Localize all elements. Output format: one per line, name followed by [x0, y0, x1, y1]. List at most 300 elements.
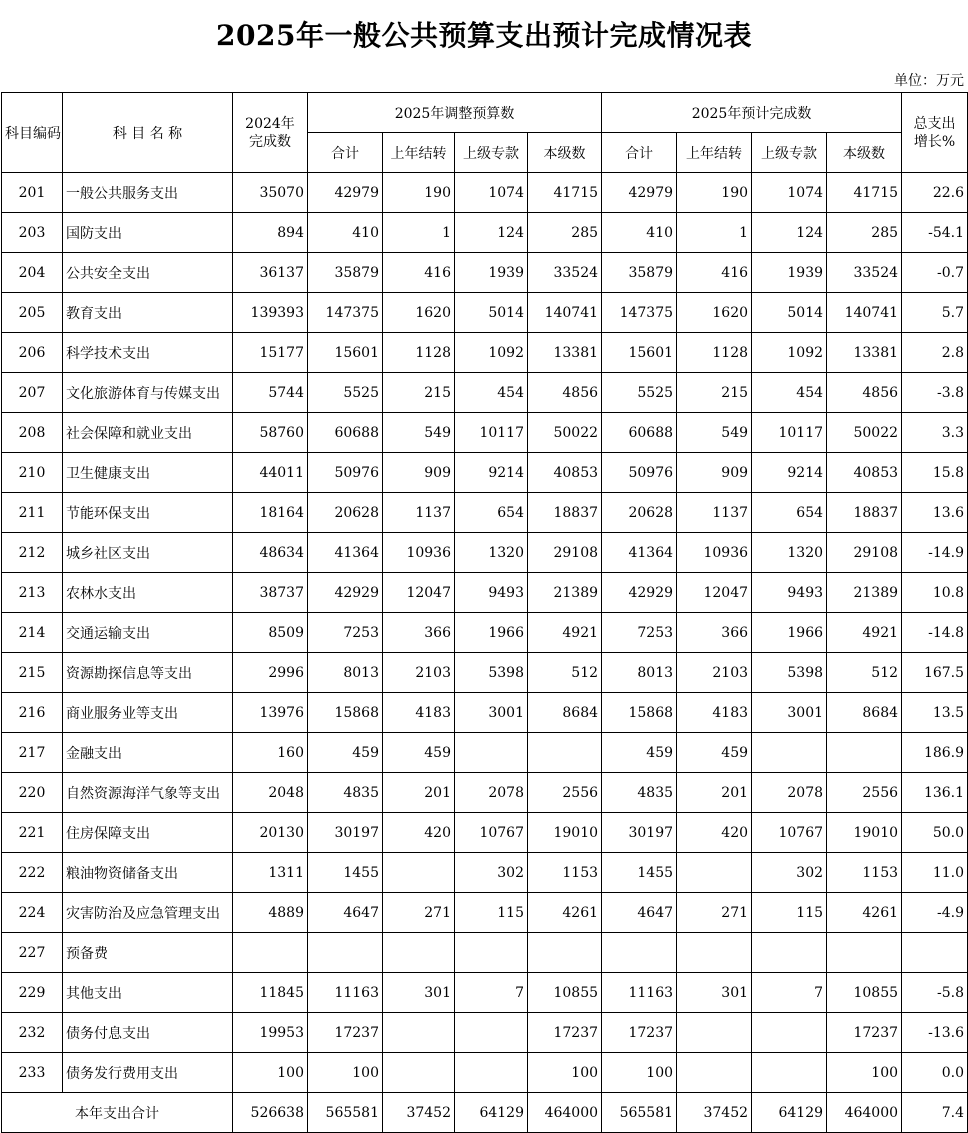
row-code: 220	[2, 773, 63, 813]
row-adjusted-local: 4856	[528, 373, 602, 413]
row-expected-local: 40853	[827, 453, 902, 493]
total-prev-year: 526638	[233, 1093, 308, 1133]
row-expected-carryover: 190	[677, 173, 752, 213]
row-growth: 5.7	[902, 293, 968, 333]
row-adjusted-carryover: 10936	[383, 533, 455, 573]
row-adjusted-transfer: 9214	[455, 453, 528, 493]
row-name: 文化旅游体育与传媒支出	[63, 373, 233, 413]
row-adjusted-local: 19010	[528, 813, 602, 853]
row-adjusted-carryover: 1137	[383, 493, 455, 533]
subheader-adjusted-local: 本级数	[528, 133, 602, 173]
row-growth: -3.8	[902, 373, 968, 413]
row-prev-year: 1311	[233, 853, 308, 893]
row-expected-local: 10855	[827, 973, 902, 1013]
row-adjusted-total	[308, 933, 383, 973]
row-adjusted-total: 15601	[308, 333, 383, 373]
row-adjusted-transfer: 1966	[455, 613, 528, 653]
row-code: 233	[2, 1053, 63, 1093]
row-code: 221	[2, 813, 63, 853]
row-expected-local: 4856	[827, 373, 902, 413]
row-expected-transfer: 454	[752, 373, 827, 413]
subheader-expected-carryover: 上年结转	[677, 133, 752, 173]
table-footer	[2, 1093, 968, 1133]
row-expected-total: 30197	[602, 813, 677, 853]
row-adjusted-carryover: 459	[383, 733, 455, 773]
total-expected-carryover: 37452	[677, 1093, 752, 1133]
row-name: 粮油物资储备支出	[63, 853, 233, 893]
row-adjusted-carryover: 4183	[383, 693, 455, 733]
header-code: 科目编码	[2, 93, 63, 173]
row-adjusted-local: 50022	[528, 413, 602, 453]
row-adjusted-transfer: 5398	[455, 653, 528, 693]
table-row	[2, 733, 968, 773]
subheader-adjusted-transfer: 上级专款	[455, 133, 528, 173]
row-name: 商业服务业等支出	[63, 693, 233, 733]
row-name: 灾害防治及应急管理支出	[63, 893, 233, 933]
row-name: 卫生健康支出	[63, 453, 233, 493]
row-code: 205	[2, 293, 63, 333]
row-expected-carryover: 416	[677, 253, 752, 293]
row-adjusted-transfer	[455, 933, 528, 973]
table-row	[2, 973, 968, 1013]
table-row	[2, 1013, 968, 1053]
row-expected-carryover: 1128	[677, 333, 752, 373]
row-adjusted-carryover: 190	[383, 173, 455, 213]
row-prev-year: 4889	[233, 893, 308, 933]
row-adjusted-total: 7253	[308, 613, 383, 653]
row-prev-year: 100	[233, 1053, 308, 1093]
row-name: 农林水支出	[63, 573, 233, 613]
row-expected-transfer: 5014	[752, 293, 827, 333]
row-expected-transfer: 2078	[752, 773, 827, 813]
subheader-adjusted-carryover: 上年结转	[383, 133, 455, 173]
row-adjusted-local: 41715	[528, 173, 602, 213]
table-row	[2, 613, 968, 653]
row-expected-transfer	[752, 933, 827, 973]
row-adjusted-carryover: 2103	[383, 653, 455, 693]
row-growth: 15.8	[902, 453, 968, 493]
row-adjusted-carryover: 12047	[383, 573, 455, 613]
row-expected-total	[602, 933, 677, 973]
unit-label: 单位：万元	[894, 73, 964, 89]
row-adjusted-total: 35879	[308, 253, 383, 293]
row-growth: -0.7	[902, 253, 968, 293]
row-adjusted-local: 285	[528, 213, 602, 253]
row-adjusted-local: 1153	[528, 853, 602, 893]
row-code: 229	[2, 973, 63, 1013]
row-expected-local: 13381	[827, 333, 902, 373]
header-prev-year-line1: 2024年	[245, 115, 295, 132]
header-growth-line1: 总支出	[913, 115, 956, 132]
row-expected-total: 35879	[602, 253, 677, 293]
row-adjusted-total: 50976	[308, 453, 383, 493]
row-expected-total: 1455	[602, 853, 677, 893]
row-adjusted-total: 42979	[308, 173, 383, 213]
total-growth: 7.4	[902, 1093, 968, 1133]
row-expected-carryover: 420	[677, 813, 752, 853]
row-adjusted-total: 5525	[308, 373, 383, 413]
row-expected-carryover: 12047	[677, 573, 752, 613]
row-expected-total: 20628	[602, 493, 677, 533]
row-adjusted-carryover: 1	[383, 213, 455, 253]
row-adjusted-total: 20628	[308, 493, 383, 533]
row-name: 预备费	[63, 933, 233, 973]
row-adjusted-carryover: 420	[383, 813, 455, 853]
row-prev-year: 2996	[233, 653, 308, 693]
row-prev-year: 139393	[233, 293, 308, 333]
subheader-adjusted-total: 合计	[308, 133, 383, 173]
row-expected-local: 29108	[827, 533, 902, 573]
row-expected-carryover: 201	[677, 773, 752, 813]
row-adjusted-transfer: 1320	[455, 533, 528, 573]
row-adjusted-carryover: 1620	[383, 293, 455, 333]
row-name: 资源勘探信息等支出	[63, 653, 233, 693]
row-expected-total: 60688	[602, 413, 677, 453]
row-adjusted-transfer	[455, 1013, 528, 1053]
row-adjusted-total: 147375	[308, 293, 383, 333]
row-expected-local: 2556	[827, 773, 902, 813]
row-prev-year	[233, 933, 308, 973]
row-expected-carryover: 4183	[677, 693, 752, 733]
total-expected-total: 565581	[602, 1093, 677, 1133]
row-expected-transfer	[752, 733, 827, 773]
row-expected-carryover	[677, 933, 752, 973]
budget-table	[1, 92, 968, 1133]
row-name: 债务发行费用支出	[63, 1053, 233, 1093]
row-expected-transfer: 9214	[752, 453, 827, 493]
row-expected-local: 33524	[827, 253, 902, 293]
header-growth	[902, 93, 968, 173]
row-expected-total: 17237	[602, 1013, 677, 1053]
header-prev-year	[233, 93, 308, 173]
table-row	[2, 493, 968, 533]
row-expected-local: 19010	[827, 813, 902, 853]
row-prev-year: 13976	[233, 693, 308, 733]
row-adjusted-total: 42929	[308, 573, 383, 613]
row-growth: -5.8	[902, 973, 968, 1013]
row-name: 债务付息支出	[63, 1013, 233, 1053]
header-prev-year-line2: 完成数	[249, 133, 291, 150]
row-code: 206	[2, 333, 63, 373]
subheader-expected-transfer: 上级专款	[752, 133, 827, 173]
row-growth: -14.9	[902, 533, 968, 573]
row-expected-transfer: 1966	[752, 613, 827, 653]
row-code: 222	[2, 853, 63, 893]
row-adjusted-total: 4835	[308, 773, 383, 813]
row-adjusted-transfer: 3001	[455, 693, 528, 733]
row-prev-year: 58760	[233, 413, 308, 453]
row-name: 公共安全支出	[63, 253, 233, 293]
row-adjusted-local: 17237	[528, 1013, 602, 1053]
row-prev-year: 20130	[233, 813, 308, 853]
row-prev-year: 44011	[233, 453, 308, 493]
row-adjusted-carryover: 271	[383, 893, 455, 933]
row-adjusted-local: 4921	[528, 613, 602, 653]
row-expected-local: 17237	[827, 1013, 902, 1053]
row-adjusted-carryover: 416	[383, 253, 455, 293]
row-expected-transfer: 3001	[752, 693, 827, 733]
row-expected-local: 1153	[827, 853, 902, 893]
table-row	[2, 773, 968, 813]
row-adjusted-total: 17237	[308, 1013, 383, 1053]
row-code: 213	[2, 573, 63, 613]
table-row	[2, 453, 968, 493]
row-expected-transfer: 302	[752, 853, 827, 893]
row-expected-carryover: 909	[677, 453, 752, 493]
row-code: 214	[2, 613, 63, 653]
row-prev-year: 160	[233, 733, 308, 773]
table-row	[2, 413, 968, 453]
table-row	[2, 373, 968, 413]
row-adjusted-total: 30197	[308, 813, 383, 853]
row-expected-total: 42979	[602, 173, 677, 213]
row-expected-carryover: 549	[677, 413, 752, 453]
row-adjusted-local: 8684	[528, 693, 602, 733]
row-prev-year: 2048	[233, 773, 308, 813]
row-expected-total: 8013	[602, 653, 677, 693]
row-growth: 13.5	[902, 693, 968, 733]
row-expected-transfer: 1092	[752, 333, 827, 373]
row-growth: 10.8	[902, 573, 968, 613]
row-expected-transfer: 10117	[752, 413, 827, 453]
row-expected-local: 4921	[827, 613, 902, 653]
row-expected-total: 5525	[602, 373, 677, 413]
header-adjusted-group: 2025年调整预算数	[308, 93, 602, 133]
table-row	[2, 933, 968, 973]
row-code: 215	[2, 653, 63, 693]
row-code: 201	[2, 173, 63, 213]
row-growth: -4.9	[902, 893, 968, 933]
row-expected-transfer: 10767	[752, 813, 827, 853]
row-expected-carryover: 1	[677, 213, 752, 253]
row-adjusted-local: 18837	[528, 493, 602, 533]
row-expected-local: 41715	[827, 173, 902, 213]
row-adjusted-transfer: 7	[455, 973, 528, 1013]
row-expected-transfer: 5398	[752, 653, 827, 693]
row-adjusted-total: 410	[308, 213, 383, 253]
row-expected-carryover: 366	[677, 613, 752, 653]
total-adjusted-local: 464000	[528, 1093, 602, 1133]
row-expected-total: 15868	[602, 693, 677, 733]
row-growth: -54.1	[902, 213, 968, 253]
row-name: 其他支出	[63, 973, 233, 1013]
row-expected-transfer	[752, 1013, 827, 1053]
row-expected-local	[827, 733, 902, 773]
row-growth: 22.6	[902, 173, 968, 213]
row-adjusted-transfer	[455, 1053, 528, 1093]
row-prev-year: 38737	[233, 573, 308, 613]
total-adjusted-carryover: 37452	[383, 1093, 455, 1133]
row-code: 208	[2, 413, 63, 453]
row-adjusted-carryover: 201	[383, 773, 455, 813]
row-expected-local: 8684	[827, 693, 902, 733]
row-expected-transfer: 124	[752, 213, 827, 253]
row-expected-local	[827, 933, 902, 973]
row-adjusted-total: 100	[308, 1053, 383, 1093]
row-prev-year: 11845	[233, 973, 308, 1013]
table-row	[2, 693, 968, 733]
row-name: 住房保障支出	[63, 813, 233, 853]
row-adjusted-local: 10855	[528, 973, 602, 1013]
row-adjusted-local: 40853	[528, 453, 602, 493]
total-expected-transfer: 64129	[752, 1093, 827, 1133]
row-name: 自然资源海洋气象等支出	[63, 773, 233, 813]
row-expected-carryover: 1137	[677, 493, 752, 533]
row-expected-local: 50022	[827, 413, 902, 453]
row-adjusted-carryover	[383, 853, 455, 893]
table-row	[2, 813, 968, 853]
row-expected-transfer: 1939	[752, 253, 827, 293]
row-adjusted-carryover: 366	[383, 613, 455, 653]
table-row	[2, 173, 968, 213]
row-growth: 13.6	[902, 493, 968, 533]
row-expected-carryover	[677, 1013, 752, 1053]
table-row	[2, 573, 968, 613]
table-row	[2, 533, 968, 573]
row-expected-carryover: 1620	[677, 293, 752, 333]
row-growth: -14.8	[902, 613, 968, 653]
row-adjusted-total: 60688	[308, 413, 383, 453]
row-expected-local: 4261	[827, 893, 902, 933]
row-code: 227	[2, 933, 63, 973]
row-expected-total: 42929	[602, 573, 677, 613]
row-expected-total: 147375	[602, 293, 677, 333]
row-adjusted-local: 2556	[528, 773, 602, 813]
row-expected-local: 21389	[827, 573, 902, 613]
row-adjusted-transfer: 654	[455, 493, 528, 533]
row-prev-year: 19953	[233, 1013, 308, 1053]
row-adjusted-total: 459	[308, 733, 383, 773]
row-adjusted-local: 100	[528, 1053, 602, 1093]
row-adjusted-local: 29108	[528, 533, 602, 573]
row-name: 科学技术支出	[63, 333, 233, 373]
row-growth: 186.9	[902, 733, 968, 773]
table-row	[2, 1053, 968, 1093]
page-title: 2025年一般公共预算支出预计完成情况表	[216, 19, 752, 52]
table-header	[2, 93, 968, 173]
row-expected-transfer	[752, 1053, 827, 1093]
row-code: 204	[2, 253, 63, 293]
row-adjusted-transfer: 10117	[455, 413, 528, 453]
row-adjusted-transfer: 1074	[455, 173, 528, 213]
row-adjusted-transfer: 454	[455, 373, 528, 413]
row-adjusted-carryover	[383, 933, 455, 973]
row-expected-local: 140741	[827, 293, 902, 333]
row-adjusted-total: 41364	[308, 533, 383, 573]
total-expected-local: 464000	[827, 1093, 902, 1133]
row-code: 217	[2, 733, 63, 773]
row-expected-total: 4647	[602, 893, 677, 933]
row-adjusted-carryover	[383, 1013, 455, 1053]
table-body	[2, 173, 968, 1093]
row-code: 210	[2, 453, 63, 493]
row-growth: 11.0	[902, 853, 968, 893]
row-expected-total: 410	[602, 213, 677, 253]
row-name: 国防支出	[63, 213, 233, 253]
row-expected-transfer: 1320	[752, 533, 827, 573]
row-adjusted-transfer: 124	[455, 213, 528, 253]
row-adjusted-local: 21389	[528, 573, 602, 613]
row-prev-year: 48634	[233, 533, 308, 573]
row-adjusted-transfer: 302	[455, 853, 528, 893]
row-expected-total: 4835	[602, 773, 677, 813]
row-adjusted-transfer	[455, 733, 528, 773]
row-name: 社会保障和就业支出	[63, 413, 233, 453]
row-expected-carryover: 271	[677, 893, 752, 933]
row-code: 232	[2, 1013, 63, 1053]
row-name: 交通运输支出	[63, 613, 233, 653]
row-expected-total: 50976	[602, 453, 677, 493]
table-row	[2, 853, 968, 893]
row-expected-total: 11163	[602, 973, 677, 1013]
row-expected-local: 100	[827, 1053, 902, 1093]
row-growth: 0.0	[902, 1053, 968, 1093]
row-expected-total: 459	[602, 733, 677, 773]
row-expected-local: 512	[827, 653, 902, 693]
row-code: 207	[2, 373, 63, 413]
header-expected-group: 2025年预计完成数	[602, 93, 902, 133]
row-expected-carryover: 2103	[677, 653, 752, 693]
row-growth: -13.6	[902, 1013, 968, 1053]
row-prev-year: 894	[233, 213, 308, 253]
row-expected-transfer: 654	[752, 493, 827, 533]
row-name: 教育支出	[63, 293, 233, 333]
row-expected-carryover	[677, 853, 752, 893]
row-growth: 50.0	[902, 813, 968, 853]
row-growth: 3.3	[902, 413, 968, 453]
row-adjusted-transfer: 115	[455, 893, 528, 933]
row-expected-transfer: 9493	[752, 573, 827, 613]
table-row	[2, 293, 968, 333]
row-expected-total: 41364	[602, 533, 677, 573]
row-code: 203	[2, 213, 63, 253]
header-name: 科 目 名 称	[63, 93, 233, 173]
row-expected-transfer: 115	[752, 893, 827, 933]
table-row	[2, 213, 968, 253]
row-expected-transfer: 7	[752, 973, 827, 1013]
row-expected-transfer: 1074	[752, 173, 827, 213]
row-expected-carryover	[677, 1053, 752, 1093]
subheader-expected-total: 合计	[602, 133, 677, 173]
row-name: 一般公共服务支出	[63, 173, 233, 213]
row-adjusted-transfer: 10767	[455, 813, 528, 853]
total-adjusted-transfer: 64129	[455, 1093, 528, 1133]
row-expected-total: 15601	[602, 333, 677, 373]
row-adjusted-total: 11163	[308, 973, 383, 1013]
row-adjusted-carryover: 301	[383, 973, 455, 1013]
row-prev-year: 18164	[233, 493, 308, 533]
row-expected-total: 7253	[602, 613, 677, 653]
header-growth-line2: 增长%	[913, 133, 956, 150]
row-adjusted-carryover: 1128	[383, 333, 455, 373]
row-code: 216	[2, 693, 63, 733]
row-adjusted-local: 140741	[528, 293, 602, 333]
row-adjusted-carryover: 909	[383, 453, 455, 493]
table-row	[2, 253, 968, 293]
row-adjusted-local	[528, 933, 602, 973]
row-prev-year: 36137	[233, 253, 308, 293]
row-expected-carryover: 10936	[677, 533, 752, 573]
subheader-expected-local: 本级数	[827, 133, 902, 173]
row-adjusted-local	[528, 733, 602, 773]
row-adjusted-carryover	[383, 1053, 455, 1093]
row-adjusted-total: 15868	[308, 693, 383, 733]
row-expected-total: 100	[602, 1053, 677, 1093]
row-expected-local: 18837	[827, 493, 902, 533]
row-expected-local: 285	[827, 213, 902, 253]
row-prev-year: 8509	[233, 613, 308, 653]
row-expected-carryover: 459	[677, 733, 752, 773]
